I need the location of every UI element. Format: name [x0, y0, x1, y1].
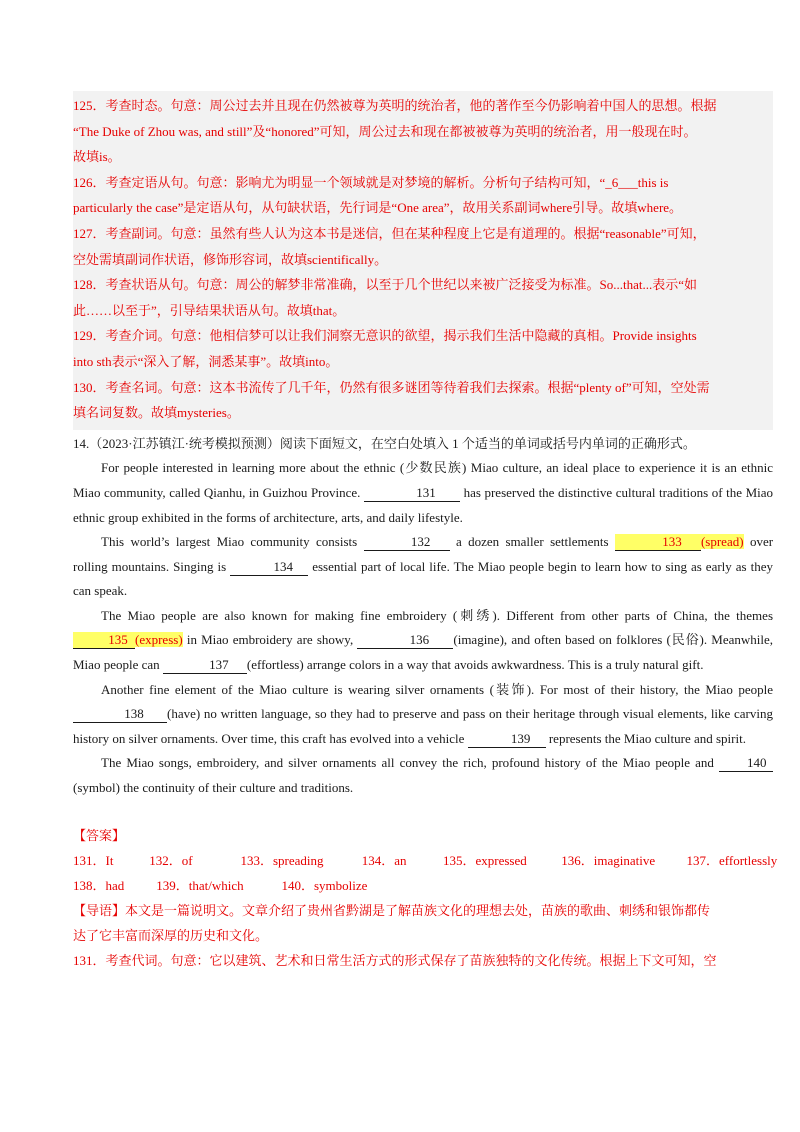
answer-row-1: [73, 848, 778, 873]
explanation-127-line-1: 127．考查副词。句意：虽然有些人认为这本书是迷信，但在某种程度上它是有道理的。根据“reasonable”可知，: [73, 225, 706, 241]
answer-row-2: [73, 873, 773, 898]
passage-text: This world’s largest Miao community consists: [101, 534, 358, 550]
document-page: [73, 91, 778, 973]
passage-text: essential part of local life. The Miao people begin to learn how to sing as early as they can speak.: [73, 558, 773, 599]
passage-paragraph-5: [73, 751, 773, 800]
blank-135: 135: [73, 632, 135, 649]
explanation-125-line-3: 故填is。: [73, 149, 121, 165]
passage-paragraph-4: [73, 678, 773, 752]
blank-139: 139: [468, 731, 546, 748]
explanation-128-line-1: 128．考查状语从句。句意：周公的解梦非常准确，以至于几个世纪以来被广泛接受为标准。So...that...表示“如: [73, 277, 697, 293]
passage-text: Another fine element of the Miao culture is wearing silver ornaments (装饰). For most of their history, the Miao people: [101, 681, 773, 697]
passage-text: in Miao embroidery are showy,: [186, 632, 354, 648]
explanation-129-line-2: into sth表示“深入了解，洞悉某事”。故填into。: [73, 353, 339, 369]
passage-text: over rolling mountains. Singing is: [73, 534, 774, 574]
explanation-126-line-2: particularly the case”是定语从句，从句缺状语，先行词是“One area”，故用关系副词where引导。故填where。: [73, 200, 683, 216]
explanation-125-line-1: 125．考查时态。句意：周公过去并且现在仍然被尊为英明的统治者，他的著作至今仍影响着中国人的思想。根据: [73, 98, 717, 113]
passage-paragraph-1: [73, 456, 773, 530]
question-header: 14.（2023·江苏镇江·统考模拟预测）阅读下面短文，在空白处填入 1 个适当的单词或括号内单词的正确形式。: [73, 435, 696, 451]
answer-140: 140．symbolize: [281, 877, 368, 893]
explanation-129-line-1: 129．考查介词。句意：他相信梦可以让我们洞察无意识的欲望，揭示我们生活中隐藏的真相。Provide insights: [73, 328, 697, 344]
answer-135: 135．expressed: [443, 852, 527, 868]
explanation-130-line-2: 填名词复数。故填mysteries。: [73, 405, 240, 421]
answer-131: 131．It: [73, 852, 114, 868]
explanation-126-line-1: 126．考查定语从句。句意：影响尤为明显一个领域就是对梦境的解析。分析句子结构可知，“_6___this is: [73, 174, 669, 190]
passage-text: represents the Miao culture and spirit.: [548, 730, 746, 746]
hint-135: (express): [135, 632, 183, 648]
guide-line-1: 【导语】本文是一篇说明文。文章介绍了贵州省黔湖是了解苗族文化的理想去处，苗族的歌曲、刺绣和银饰都传: [73, 902, 711, 918]
explanation-130-line-1: 130．考查名词。句意：这本书流传了几千年，仍然有很多谜团等待着我们去探索。根据“plenty of”可知，空处需: [73, 379, 710, 395]
blank-136: 136: [357, 632, 453, 649]
answer-139: 139．that/which: [156, 877, 244, 893]
explanation-127-line-2: 空处需填副词作状语，修饰形容词，故填scientifically。: [73, 251, 388, 267]
passage-text: (symbol) the continuity of their culture and traditions.: [73, 780, 354, 796]
explanation-125-line-2: “The Duke of Zhou was, and still”及“honored”可知，周公过去和现在都被被尊为英明的统治者，用一般现在时。: [73, 123, 697, 139]
passage-text: (effortless) arrange colors in a way that avoids awkwardness. This is a truly natural gift.: [246, 657, 704, 673]
passage-text: (imagine), and often based on folklores (民俗). Meanwhile, Miao people can: [73, 632, 774, 673]
answer-132: 132．of: [149, 852, 193, 868]
passage-text: has preserved the distinctive cultural traditions of the Miao ethnic group exhibited in the forms of architecture, arts, and daily lifestyle.: [73, 484, 774, 525]
explanation-block: [73, 91, 773, 430]
passage-paragraph-2: [73, 530, 773, 604]
blank-132: 132: [364, 534, 450, 551]
answer-133: 133．spreading: [240, 852, 324, 868]
guide-line-2: 达了它丰富而深厚的历史和文化。: [73, 927, 269, 943]
blank-140: 140: [719, 755, 773, 772]
answer-label: 【答案】: [73, 827, 126, 843]
passage-text: (have) no written language, so they had to preserve and pass on their heritage through visual elements, like carving history on silver ornaments. Over time, this craft has evolved into a vehicle: [73, 706, 773, 746]
blank-134: 134: [230, 559, 308, 576]
passage: [73, 456, 773, 800]
blank-133: 133: [615, 534, 701, 551]
hint-133: (spread): [700, 534, 744, 550]
passage-text: For people interested in learning more about the ethnic (少数民族) Miao culture, an ideal place to experience it is an ethnic Miao community, called Qianhu, in Guizhou Province.: [73, 460, 773, 500]
answer-138: 138．had: [73, 877, 125, 893]
answer-137: 137．effortlessly: [686, 852, 778, 868]
passage-text: a dozen smaller settlements: [455, 534, 609, 550]
answer-134: 134．an: [361, 852, 407, 868]
passage-paragraph-3: [73, 604, 773, 678]
blank-138: 138: [73, 706, 167, 723]
blank-131: 131: [364, 485, 460, 502]
blank-137: 137: [163, 657, 247, 674]
explanation-128-line-2: 此……以至于”，引导结果状语从句。故填that。: [73, 302, 346, 318]
explanation-131: 131．考查代词。句意：它以建筑、艺术和日常生活方式的形式保存了苗族独特的文化传统。根据上下文可知，空: [73, 952, 717, 968]
passage-text: The Miao people are also known for making fine embroidery (刺绣). Different from other parts of China, the themes: [101, 607, 773, 623]
answer-136: 136．imaginative: [561, 852, 656, 868]
passage-text: The Miao songs, embroidery, and silver ornaments all convey the rich, profound history of the Miao people and: [101, 755, 714, 771]
answer-section: [73, 823, 778, 973]
